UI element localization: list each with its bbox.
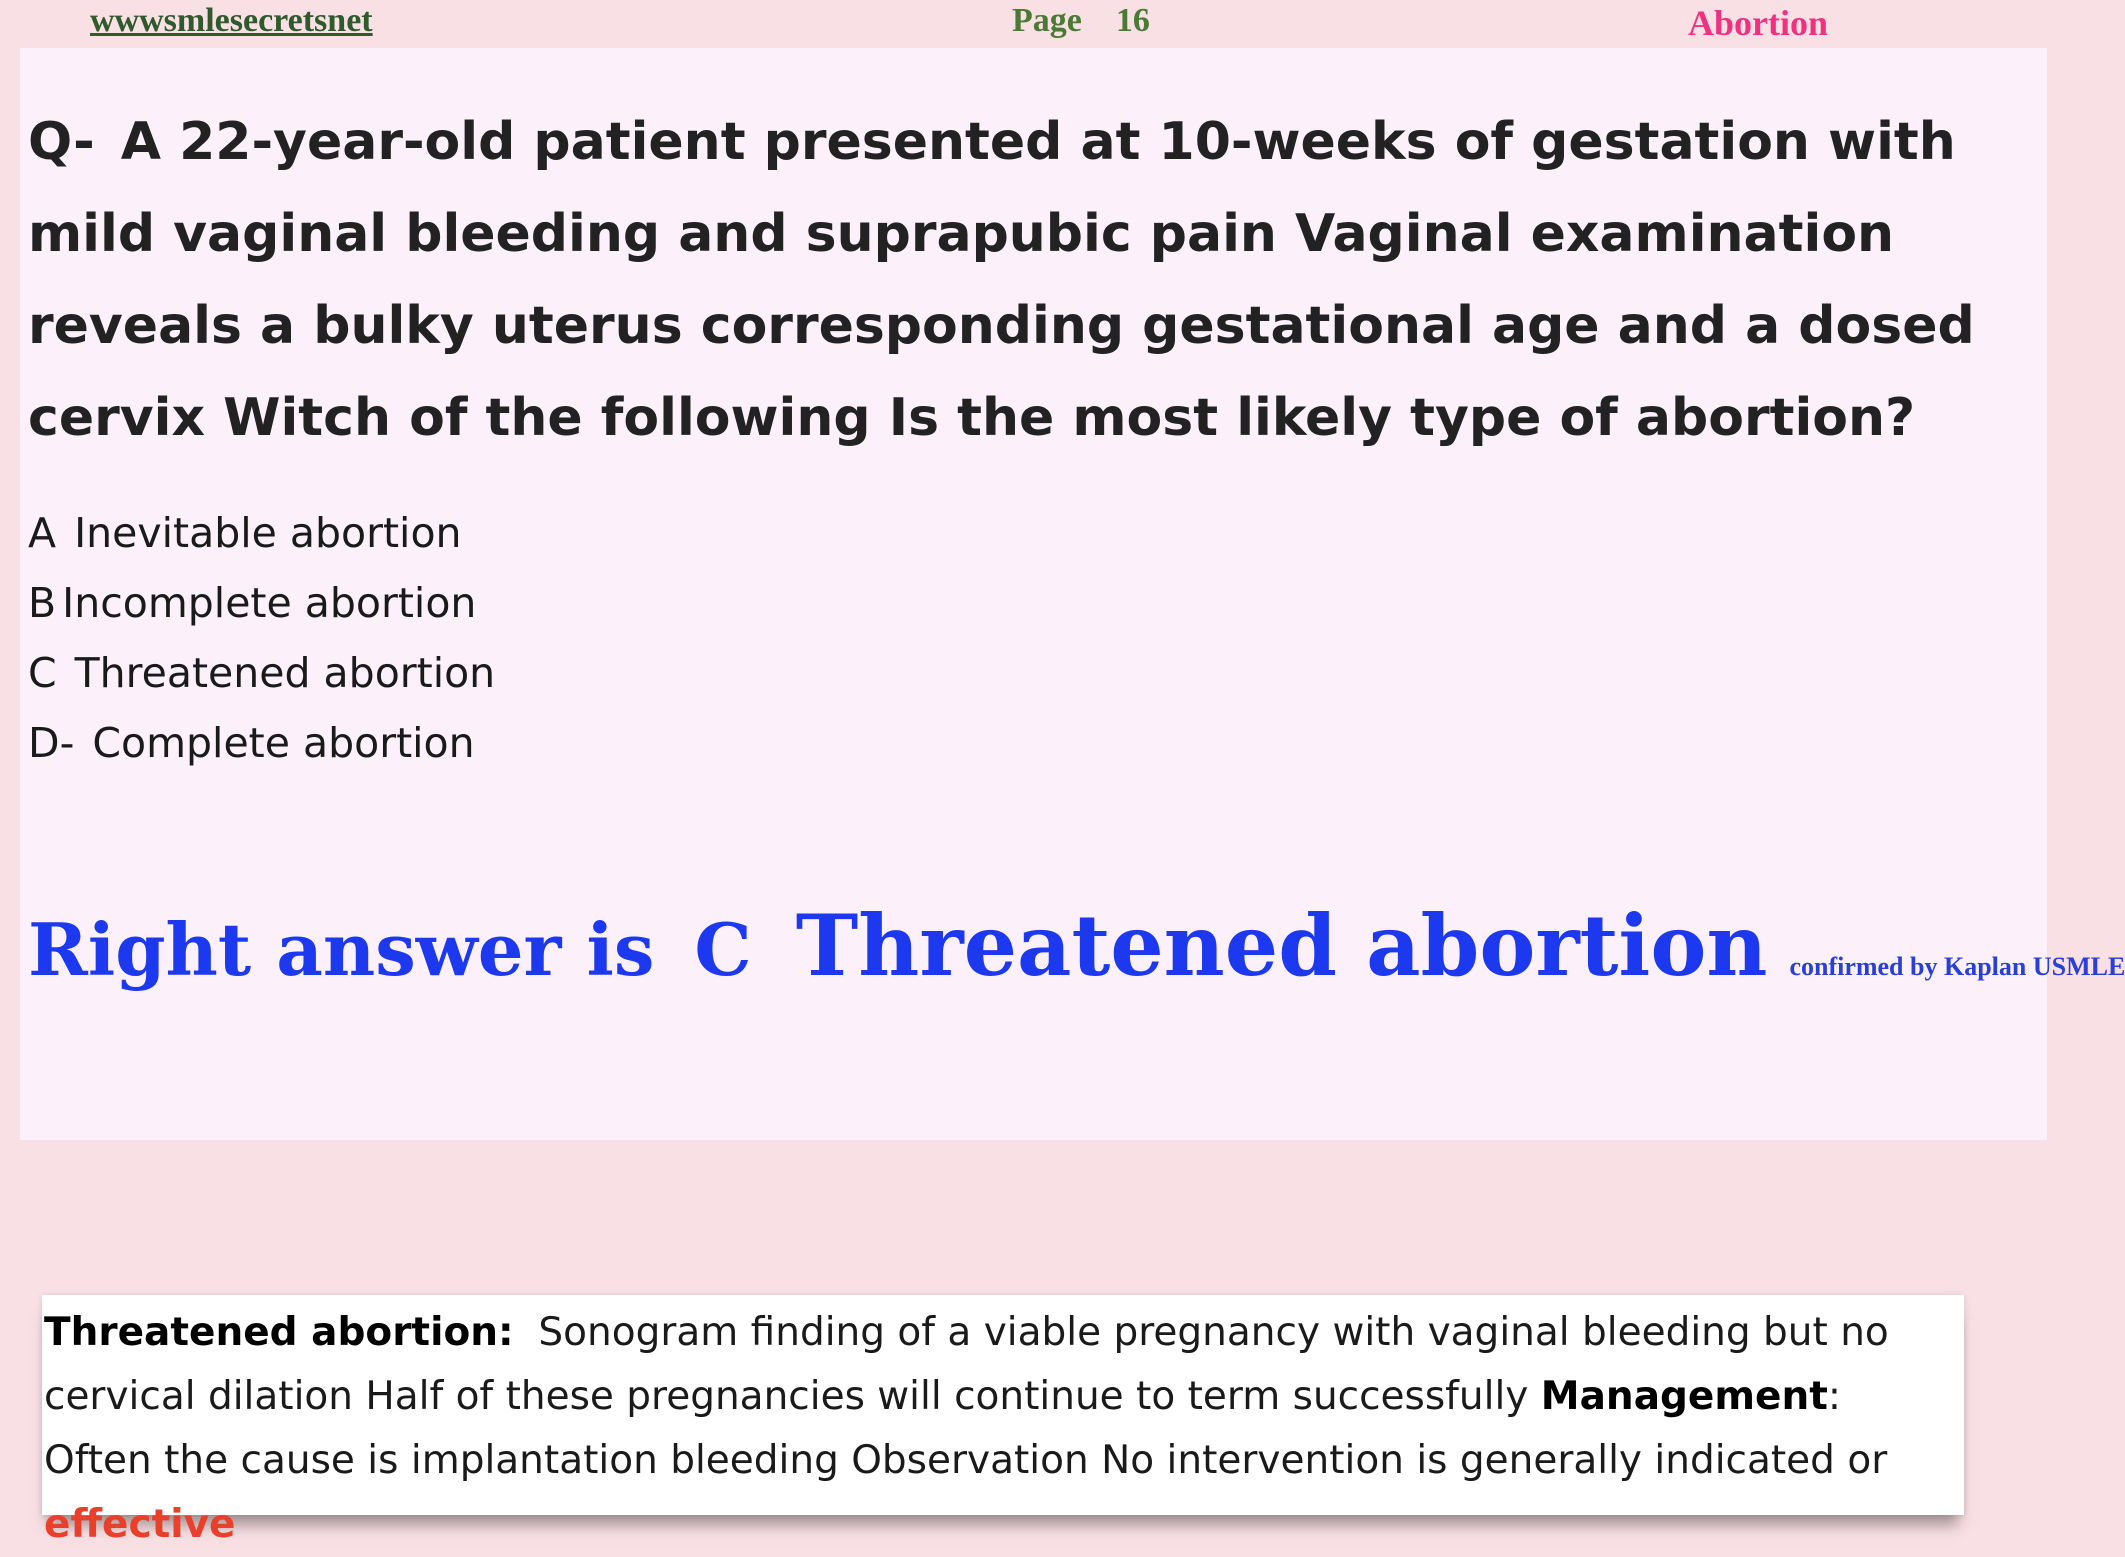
correct-answer xyxy=(28,896,2125,995)
question-prefix: Q- xyxy=(28,112,95,172)
option-text: Incomplete abortion xyxy=(62,579,477,627)
option-letter: B xyxy=(28,579,57,627)
answer-source-note: confirmed by Kaplan USMLE xyxy=(1789,952,2125,981)
page-number: 16 xyxy=(1115,2,1150,39)
option-letter: A xyxy=(28,509,57,557)
question-text-block xyxy=(28,96,2018,464)
management-text: : Often the cause is implantation bleeding Observation No intervention is generally indicated or xyxy=(44,1374,1888,1483)
option-d[interactable] xyxy=(28,708,495,778)
answer-letter: C xyxy=(694,907,752,992)
answer-type: Threatened abortion xyxy=(795,896,1768,995)
question-stem: A 22-year-old patient presented at 10-weeks of gestation with mild vaginal bleeding and suprapubic pain Vaginal examination reveals a bulky uterus corresponding gestational age and a dosed cervix Witch of the following Is the most likely type of abortion? xyxy=(28,112,1975,448)
topic-label: Abortion xyxy=(1688,3,1829,43)
site-name[interactable]: wwwsmlesecretsnet xyxy=(90,2,373,39)
question-card xyxy=(20,48,2125,1140)
option-text: Threatened abortion xyxy=(74,649,496,697)
explanation-term: Threatened abortion: xyxy=(44,1310,514,1355)
option-c[interactable] xyxy=(28,638,495,708)
option-letter: C xyxy=(28,649,57,697)
option-text: Complete abortion xyxy=(92,719,475,767)
explanation-text xyxy=(44,1301,1950,1557)
answer-options xyxy=(28,498,495,778)
page-label: Page xyxy=(1012,2,1082,39)
option-a[interactable] xyxy=(28,498,495,568)
option-text: Inevitable abortion xyxy=(74,509,462,557)
option-letter: D- xyxy=(28,719,75,767)
emphasis-word: effective xyxy=(44,1502,236,1547)
explanation-box xyxy=(42,1295,1964,1547)
page-indicator xyxy=(1012,2,1150,40)
page-header xyxy=(0,0,2047,48)
explanation-definition: Sonogram finding of a viable pregnancy with vaginal bleeding but no cervical dilation Half of these pregnancies will continue to term successfully xyxy=(44,1310,1889,1419)
answer-lead: Right answer is xyxy=(28,907,655,992)
management-label: Management xyxy=(1540,1374,1828,1419)
option-b[interactable] xyxy=(28,568,495,638)
